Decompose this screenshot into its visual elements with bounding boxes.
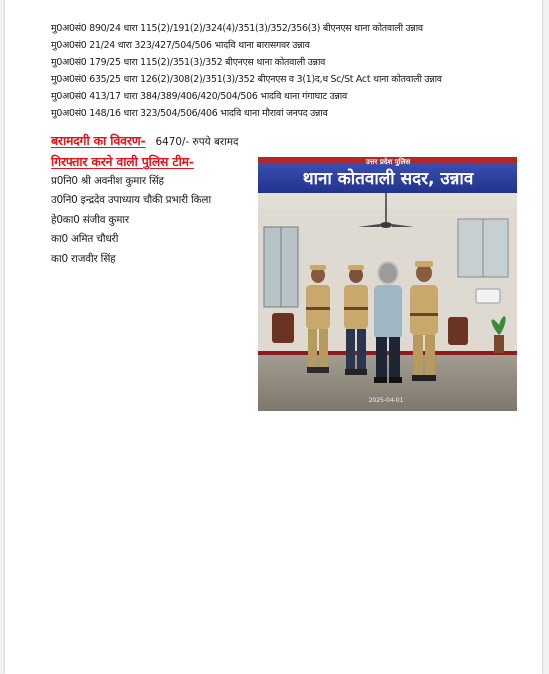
banner-text: थाना कोतवाली सदर, उन्नाव	[302, 169, 474, 189]
team-heading: गिरफ्तार करने वाली पुलिस टीम-	[51, 154, 194, 169]
case-line: मु0अ0सं0 21/24 धारा 323/427/504/506 भादवि थाना बारासगवर उन्नाव	[51, 40, 310, 51]
photo-timestamp: 2025-04-01	[368, 397, 404, 404]
team-member: हे0का0 संजीव कुमार	[51, 213, 129, 226]
team-member: का0 राजवीर सिंह	[51, 252, 116, 265]
case-list	[51, 20, 531, 122]
arrest-photo-graphic	[258, 157, 517, 411]
case-line: मु0अ0सं0 179/25 धारा 115(2)/351(3)/352 बीएनएस थाना कोतवाली उन्नाव	[51, 57, 326, 68]
team-heading-row	[51, 151, 194, 170]
document-page	[5, 0, 542, 674]
case-line: मु0अ0सं0 413/17 धारा 384/389/406/420/504/506 भादवि थाना गंगाघाट उन्नाव	[51, 91, 347, 102]
air-conditioner	[476, 289, 500, 303]
case-line: मु0अ0सं0 890/24 धारा 115(2)/191(2)/324(4)/351(3)/352/356(3) बीएनएस थाना कोतवाली उन्नाव	[51, 23, 423, 34]
case-line: मु0अ0सं0 148/16 धारा 323/504/506/406 भादवि थाना मौरावां जनपद उन्नाव	[51, 108, 328, 119]
team-member: उ0नि0 इन्द्रदेव उपाध्याय चौकी प्रभारी किला	[51, 194, 211, 207]
banner-top-text: उत्तर प्रदेश पुलिस	[365, 158, 411, 166]
recovery-section	[51, 130, 239, 149]
case-line: मु0अ0सं0 635/25 धारा 126(2)/308(2)/351(3)/352 बीएनएस व 3(1)द,ध Sc/St Act थाना कोतवाली उन्नाव	[51, 74, 442, 85]
team-member: प्र0नि0 श्री अवनीश कुमार सिंह	[51, 175, 164, 187]
arrest-photo	[258, 157, 517, 411]
team-member: का0 अमित चौधरी	[51, 233, 119, 246]
recovery-heading: बरामदगी का विवरण-	[51, 133, 146, 148]
recovery-amount: 6470/- रुपये बरामद	[155, 136, 239, 148]
team-list	[51, 172, 211, 269]
